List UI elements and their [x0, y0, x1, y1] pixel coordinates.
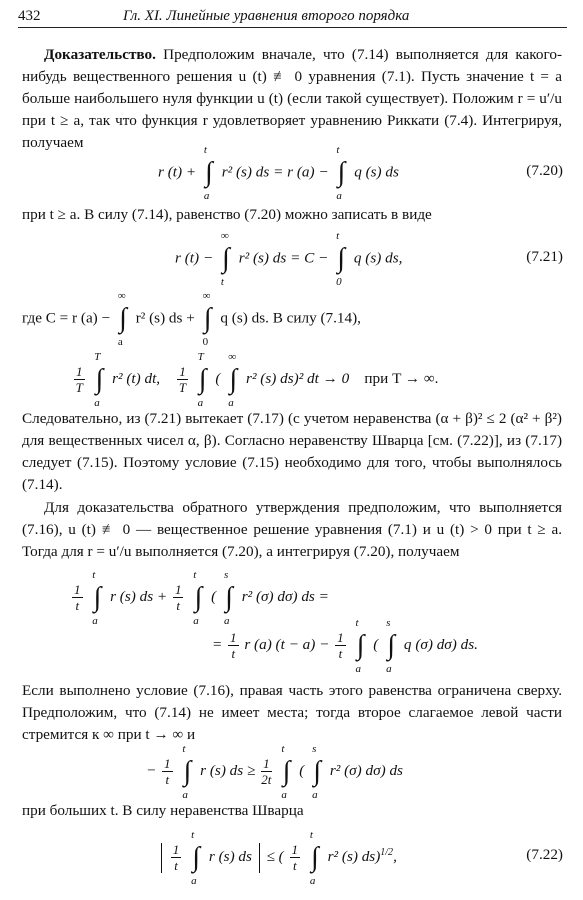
eq-term: r (s) ds + [110, 587, 168, 605]
integral-sign: t ∫ a [355, 616, 365, 675]
eq-term: r² (s) ds + [135, 309, 195, 327]
eq-term: r (t) + [158, 163, 197, 181]
eq-term: r (s) ds ≥ [200, 761, 256, 779]
eq-term: q (s) ds. В силу (7.14), [220, 309, 361, 327]
integral-sign: s ∫ a [223, 568, 233, 627]
eq-term: q (s) ds, [353, 249, 403, 267]
fraction: $\frac{1}{t}$ [230, 630, 237, 661]
eq-term: ( [211, 587, 217, 605]
integral-sign: t ∫ a [203, 144, 213, 202]
eq-term: r² (σ) dσ) ds = [241, 587, 329, 605]
equation-number: (7.20) [526, 162, 563, 179]
integral-sign: ∞ ∫ a [117, 290, 127, 348]
integral-sign: T ∫ a [94, 350, 104, 409]
integral-sign: ∞ ∫ t [220, 230, 230, 288]
eq-term: при T → ∞. [364, 369, 439, 387]
eq-term: r² (s) ds = r (a) − [221, 163, 329, 181]
integral-sign: ∞ ∫ 0 [202, 290, 212, 348]
integral-sign: t ∫ a [193, 568, 203, 627]
fraction: $\frac{1}{t}$ [164, 756, 171, 787]
equation-number: (7.22) [526, 846, 563, 863]
eq-term: ≤ ( [266, 847, 284, 865]
integral-sign: t ∫ a [191, 828, 200, 887]
equation-7-20 [158, 144, 399, 202]
eq-term: q (s) ds [354, 163, 399, 181]
integral-sign: t ∫ a [281, 742, 291, 801]
equation-limits [72, 350, 439, 409]
equation-integral-rhs [212, 616, 478, 675]
eq-term: r (a) (t − a) − [244, 635, 330, 653]
paragraph: Если выполнено условие (7.16), правая часть этого равенства ограничена сверху. Предположим, что (7.14) не имеет места; тогда второе слагаемое левой части стремится к ∞ при t → ∞ и [22, 682, 562, 743]
eq-term: ( [215, 369, 221, 387]
fraction: $\frac{1}{T}$ [178, 364, 187, 395]
equation-7-22 [158, 828, 397, 887]
eq-term: − [146, 761, 157, 779]
integral-sign: t ∫ a [309, 828, 319, 887]
integral-sign: s ∫ a [386, 616, 395, 675]
eq-term: = [212, 635, 223, 653]
eq-term: где C = r (a) − [22, 309, 111, 327]
integral-sign: t ∫ a [182, 742, 192, 801]
abs-bar [259, 843, 260, 873]
integral-sign: T ∫ a [197, 350, 207, 409]
fraction: $\frac{1}{t}$ [291, 842, 299, 873]
eq-term: r (t) − [175, 249, 214, 267]
running-head: Гл. XI. Линейные уравнения второго порядка [123, 8, 410, 24]
paragraph: Следовательно, из (7.21) вытекает (7.17) (с учетом неравенства (α + β)² ≤ 2 (α² + β²) для вещественных чисел α, β). Согласно неравенству Шварца [см. (7.22)], из (7.17) следует (7.15). Поэтому условие (7.15) необходимо для того, чтобы выполнялось (7.14). [22, 410, 562, 493]
paragraph: при t ≥ a. В силу (7.14), равенство (7.20) можно записать в виде [22, 206, 432, 223]
eq-term: r² (s) ds = C − [238, 249, 329, 267]
eq-term: r² (s) ds) [327, 847, 381, 865]
fraction: $\frac{1}{T}$ [75, 364, 83, 395]
fraction: $\frac{1}{2t}$ [261, 756, 272, 787]
integral-sign: t ∫ 0 [336, 230, 345, 288]
integral-sign: t ∫ a [336, 144, 346, 202]
integral-sign: ∞ ∫ a [228, 350, 238, 409]
paragraph-text: Предположим вначале, что (7.14) выполняется для какого-нибудь вещественного решения u (t) ≢ 0 уравнения (7.1). Пусть значение t = a больше наибольшего нуля функции u (t) (если такой существует). Положим r = u′/u при t ≥ a, так что функция r удовлетворяет уравнению Риккати (7.4). Интегрируя, получаем [22, 46, 562, 151]
paragraph: при больших t. В силу неравенства Шварца [22, 802, 304, 819]
proof-lead: Доказательство. [44, 46, 156, 63]
integral-sign: s ∫ a [312, 742, 321, 801]
eq-term: ( [299, 761, 305, 779]
eq-term: q (σ) dσ) ds. [403, 635, 478, 653]
fraction: $\frac{1}{t}$ [172, 842, 180, 873]
exponent: 1/2 [380, 846, 394, 858]
fraction: $\frac{1}{t}$ [337, 630, 344, 661]
integral-sign: t ∫ a [92, 568, 102, 627]
page-number: 432 [18, 8, 41, 24]
eq-term: ( [373, 635, 379, 653]
definition-line [22, 290, 361, 348]
eq-term: , [393, 847, 397, 865]
abs-bar [161, 843, 162, 873]
eq-term: r² (s) ds)² dt → 0 [246, 369, 350, 387]
paragraph: Для доказательства обратного утверждения предположим, что выполняется (7.16), u (t) ≢ 0 — вещественное решение уравнения (7.1) и u (t) > 0 при t ≥ a. Тогда для r = u′/u выполняется (7.20), а интегрируя (7.20), получаем [22, 499, 562, 560]
eq-term: r (s) ds [208, 847, 252, 865]
fraction: $\frac{1}{t}$ [174, 582, 182, 613]
equation-integral-sum [70, 568, 329, 627]
equation-inequality [146, 742, 403, 801]
eq-term: r² (σ) dσ) ds [329, 761, 403, 779]
header-rule [18, 27, 567, 28]
equation-number: (7.21) [526, 248, 563, 265]
eq-term: r² (t) dt, [112, 369, 161, 387]
fraction: $\frac{1}{t}$ [74, 582, 81, 613]
paragraph-proof-start [22, 44, 562, 154]
equation-7-21 [175, 230, 403, 288]
